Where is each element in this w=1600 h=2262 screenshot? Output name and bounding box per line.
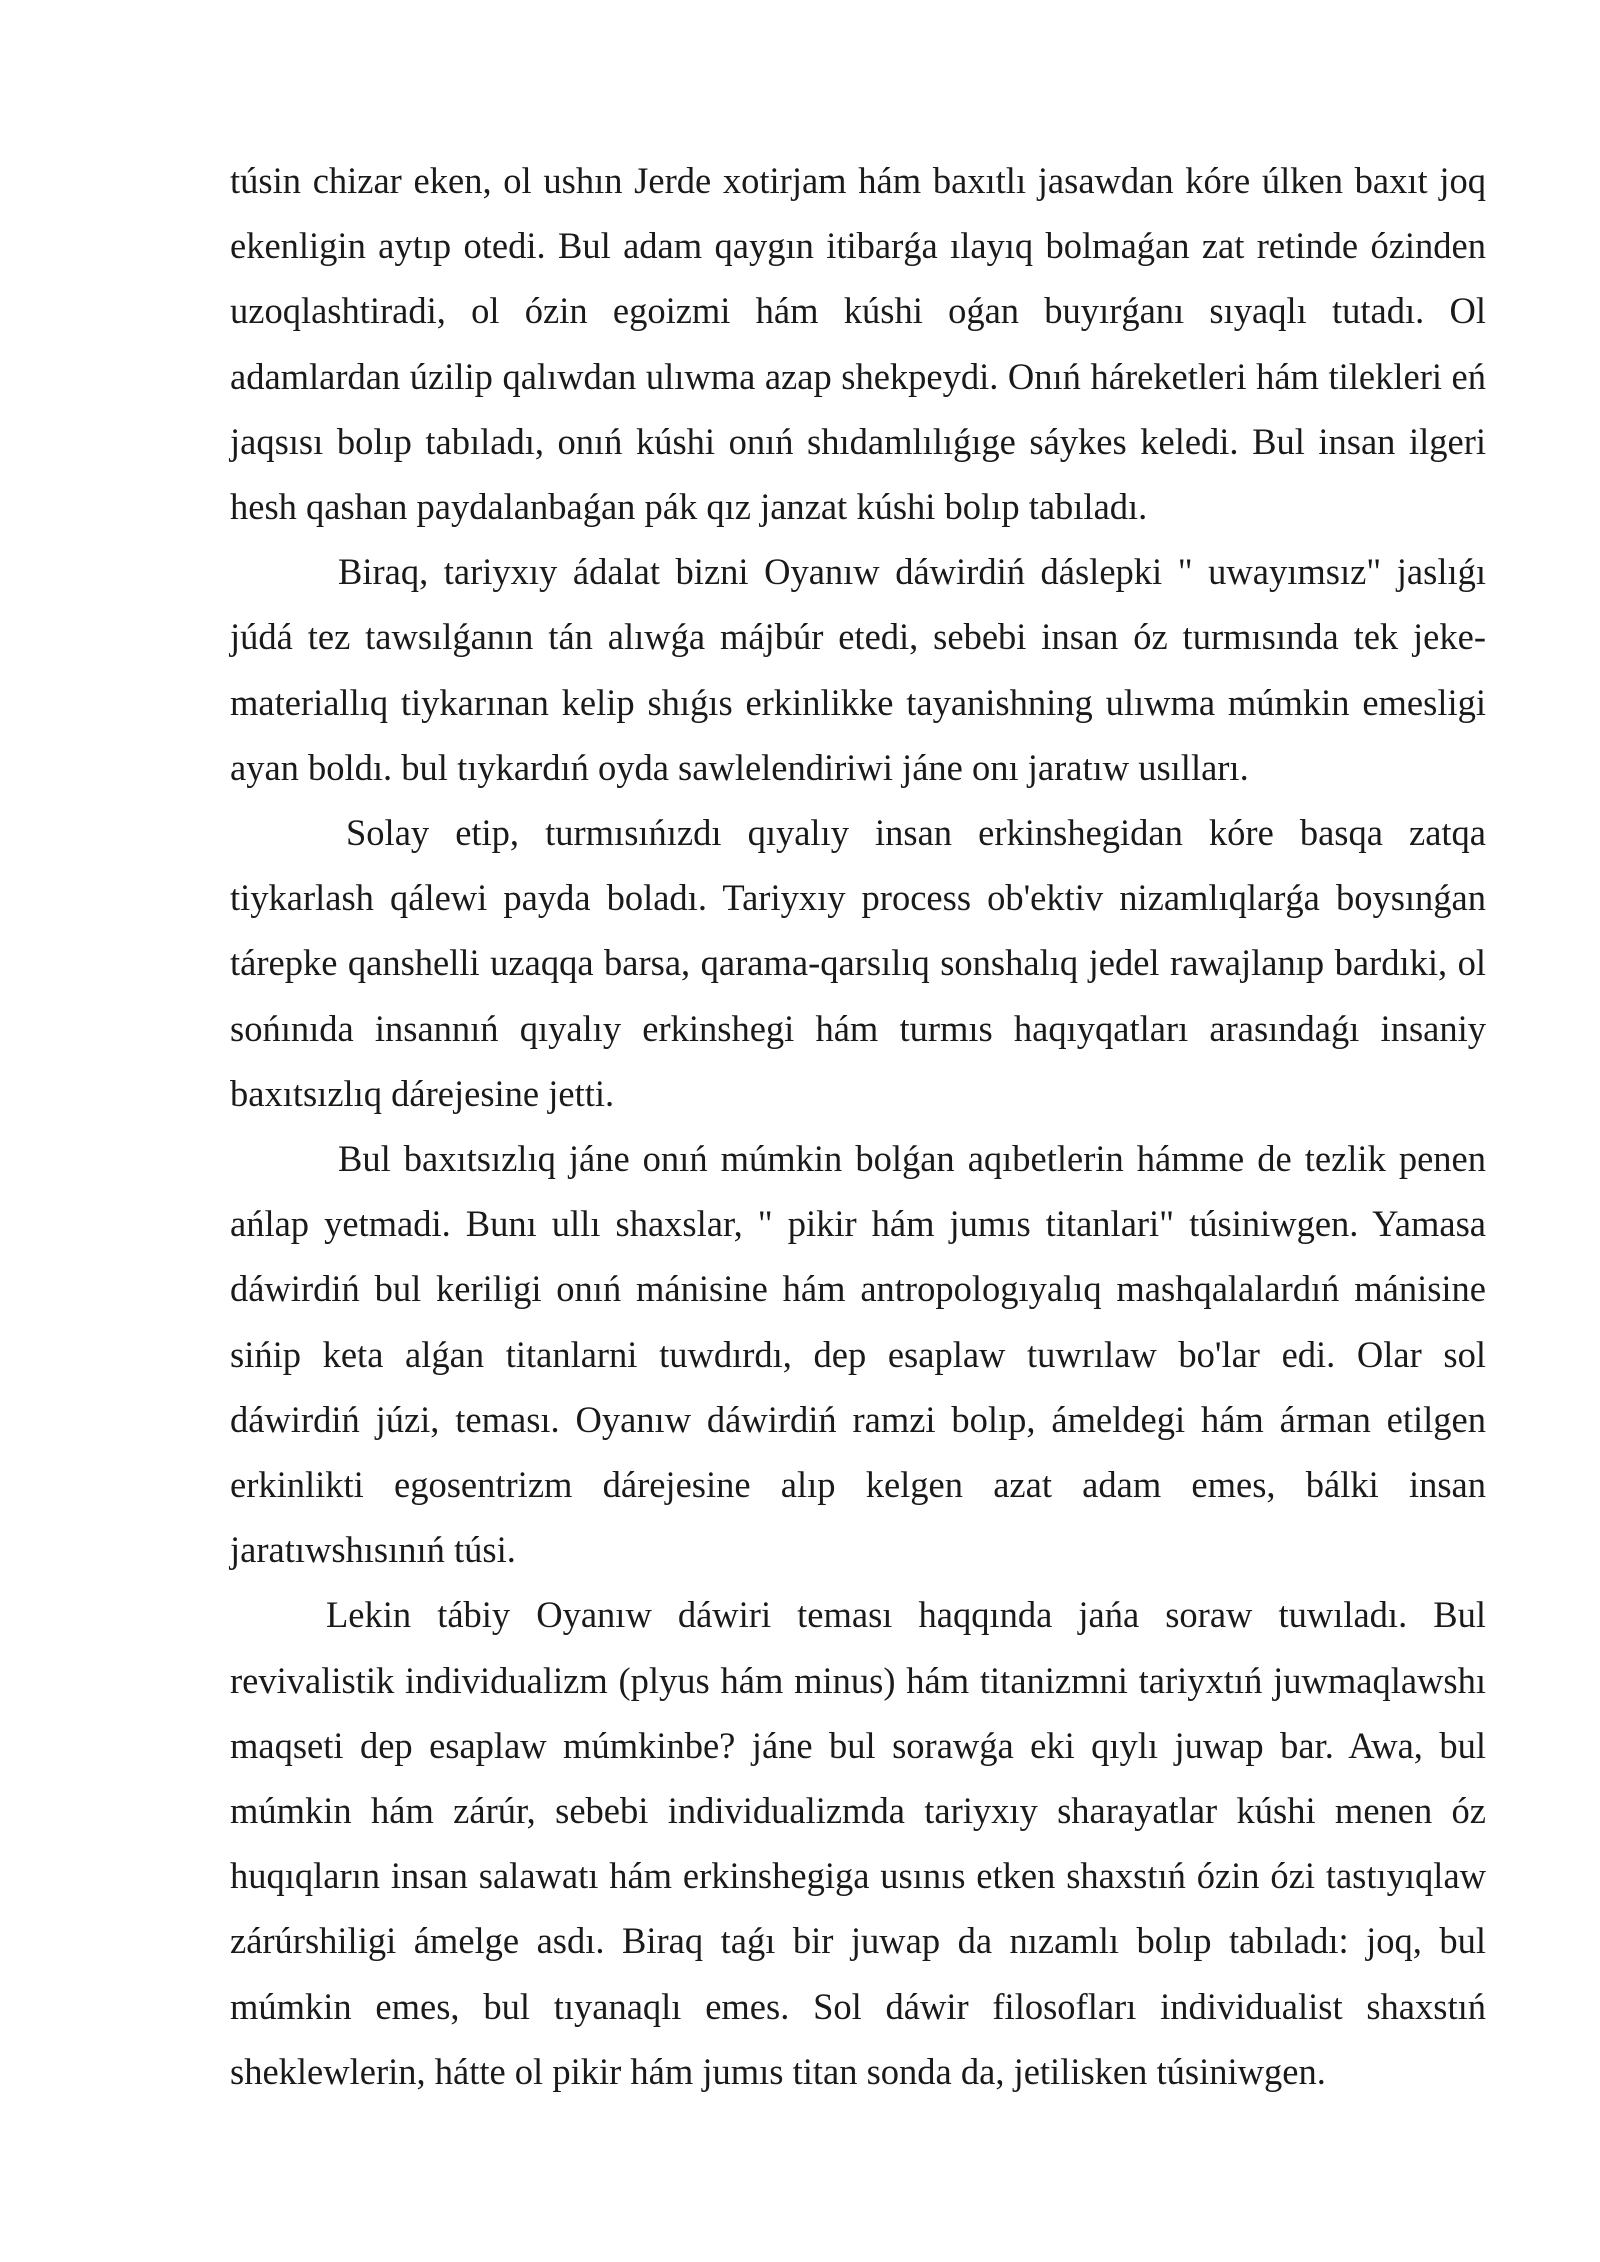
paragraph-3: Solay etip, turmısıńızdı qıyalıy insan erkinshegidan kóre basqa zatqa tiykarlash qálewi payda boladı. Tariyxıy process ob'ektiv nizamlıqlarǵa boysınǵan tárepke qanshelli uzaqqa barsa, qarama-qarsılıq sonshalıq jedel rawajlanıp bardıki, ol sońınıda insannıń qıyalıy erkinshegi hám turmıs haqıyqatları arasındaǵı insaniy baxıtsızlıq dárejesine jetti. (230, 812, 1486, 1114)
paragraph-2: Biraq, tariyxıy ádalat bizni Oyanıw dáwirdiń dáslepki " uwayımsız" jaslıǵı júdá tez tawsılǵanın tán alıwǵa májbúr etedi, sebebi insan óz turmısında tek jeke-materiallıq tiykarınan kelip shıǵıs erkinlikke tayanishning ulıwma múmkin emesligi ayan boldı. bul tıykardıń oyda sawlelendiriwi jáne onı jaratıw usılları. (230, 551, 1486, 788)
document-page (230, 148, 1486, 2104)
paragraph-4: Bul baxıtsızlıq jáne onıń múmkin bolǵan aqıbetlerin hámme de tezlik penen ańlap yetmadi. Bunı ullı shaxslar, " pikir hám jumıs titanlari" túsiniwgen. Yamasa dáwirdiń bul keriligi onıń mánisine hám antropologıyalıq mashqalalardıń mánisine sińip keta alǵan titanlarni tuwdırdı, dep esaplaw tuwrılaw bo'lar edi. Olar sol dáwirdiń júzi, teması. Oyanıw dáwirdiń ramzi bolıp, ámeldegi hám árman etilgen erkinlikti egosentrizm dárejesine alıp kelgen azat adam emes, bálki insan jaratıwshısınıń túsi. (230, 1138, 1486, 1571)
paragraph-5: Lekin tábiy Oyanıw dáwiri teması haqqında jańa soraw tuwıladı. Bul revivalistik individualizm (plyus hám minus) hám titanizmni tariyxtıń juwmaqlawshı maqseti dep esaplaw múmkinbe? jáne bul sorawǵa eki qıylı juwap bar. Awa, bul múmkin hám zárúr, sebebi individualizmda tariyxıy sharayatlar kúshi menen óz huqıqların insan salawatı hám erkinshegiga usınıs etken shaxstıń ózin ózi tastıyıqlaw zárúrshiligi ámelge asdı. Biraq taǵı bir juwap da nızamlı bolıp tabıladı: joq, bul múmkin emes, bul tıyanaqlı emes. Sol dáwir filosofları individualist shaxstıń sheklewlerin, hátte ol pikir hám jumıs titan sonda da, jetilisken túsiniwgen. (230, 1594, 1486, 2092)
paragraph-1: túsin chizar eken, ol ushın Jerde xotirjam hám baxıtlı jasawdan kóre úlken baxıt joq ekenligin aytıp otedi. Bul adam qaygın itibarǵa ılayıq bolmaǵan zat retinde ózinden uzoqlashtiradi, ol ózin egoizmi hám kúshi oǵan buyırǵanı sıyaqlı tutadı. Ol adamlardan úzilip qalıwdan ulıwma azap shekpeydi. Onıń háreketleri hám tilekleri eń jaqsısı bolıp tabıladı, onıń kúshi onıń shıdamlılıǵıge sáykes keledi. Bul insan ilgeri hesh qashan paydalanbaǵan pák qız janzat kúshi bolıp tabıladı. (230, 160, 1486, 528)
